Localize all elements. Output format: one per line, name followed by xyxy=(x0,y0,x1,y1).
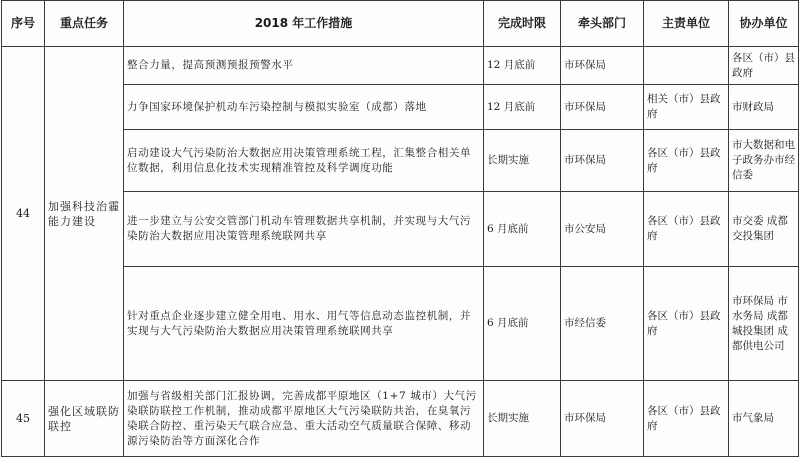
header-task: 重点任务 xyxy=(45,1,124,47)
main-unit-cell: 各区（市）县政府 xyxy=(644,130,729,192)
assist-unit-cell: 市交委 成都交投集团 xyxy=(729,192,799,267)
assist-unit-cell: 市气象局 xyxy=(729,381,799,457)
measure-cell: 进一步建立与公安交管部门机动车管理数据共享机制，并实现与大气污染防治大数据应用决策管理系统联网共享 xyxy=(124,192,484,267)
main-unit-cell xyxy=(644,47,729,85)
deadline-cell: 6 月底前 xyxy=(484,267,561,381)
measure-cell: 针对重点企业逐步建立健全用电、用水、用气等信息动态监控机制，并实现与大气污染防治大数据应用决策管理系统联网共享 xyxy=(124,267,484,381)
measure-cell: 整合力量，提高预测预报预警水平 xyxy=(124,47,484,85)
table-row xyxy=(2,381,799,457)
main-unit-cell: 各区（市）县政府 xyxy=(644,192,729,267)
key-task: 强化区域联防联控 xyxy=(45,381,124,457)
header-assist-unit: 协办单位 xyxy=(729,1,799,47)
deadline-cell: 6 月底前 xyxy=(484,192,561,267)
deadline-cell: 长期实施 xyxy=(484,130,561,192)
deadline-cell: 12 月底前 xyxy=(484,85,561,130)
row-number: 44 xyxy=(2,47,45,381)
assist-unit-cell: 各区（市）县政府 xyxy=(729,47,799,85)
header-deadline: 完成时限 xyxy=(484,1,561,47)
assist-unit-cell: 市大数据和电子政务办市经信委 xyxy=(729,130,799,192)
main-unit-cell: 各区（市）县政府 xyxy=(644,381,729,457)
lead-department-cell: 市环保局 xyxy=(561,85,644,130)
lead-department-cell: 市环保局 xyxy=(561,130,644,192)
deadline-cell: 12 月底前 xyxy=(484,47,561,85)
table-row xyxy=(2,47,799,85)
row-number: 45 xyxy=(2,381,45,457)
header-measure: 2018 年工作措施 xyxy=(124,1,484,47)
assist-unit-cell: 市财政局 xyxy=(729,85,799,130)
measure-cell: 力争国家环境保护机动车污染控制与模拟实验室（成都）落地 xyxy=(124,85,484,130)
key-task: 加强科技治霾能力建设 xyxy=(45,47,124,381)
assist-unit-cell: 市环保局 市水务局 成都城投集团 成都供电公司 xyxy=(729,267,799,381)
measure-cell: 加强与省级相关部门汇报协调，完善成都平原地区（1+7 城市）大气污染联防联控工作机制，推动成都平原地区大气污染联防共治，在臭氧污染联合防控、重污染天气联合应急、重大活动空气质量联合保障、移动源污染防治等方面深化合作 xyxy=(124,381,484,457)
lead-department-cell: 市经信委 xyxy=(561,267,644,381)
header-main-unit: 主责单位 xyxy=(644,1,729,47)
lead-department-cell: 市公安局 xyxy=(561,192,644,267)
work-measures-table xyxy=(1,0,799,457)
main-unit-cell: 各区（市）县政府 xyxy=(644,267,729,381)
lead-department-cell: 市环保局 xyxy=(561,381,644,457)
main-unit-cell: 相关（市）县政府 xyxy=(644,85,729,130)
lead-department-cell: 市环保局 xyxy=(561,47,644,85)
header-no: 序号 xyxy=(2,1,45,47)
measure-cell: 启动建设大气污染防治大数据应用决策管理系统工程，汇集整合相关单位数据，利用信息化技术实现精准管控及科学调度功能 xyxy=(124,130,484,192)
header-row xyxy=(2,1,799,47)
header-lead-department: 牵头部门 xyxy=(561,1,644,47)
deadline-cell: 长期实施 xyxy=(484,381,561,457)
